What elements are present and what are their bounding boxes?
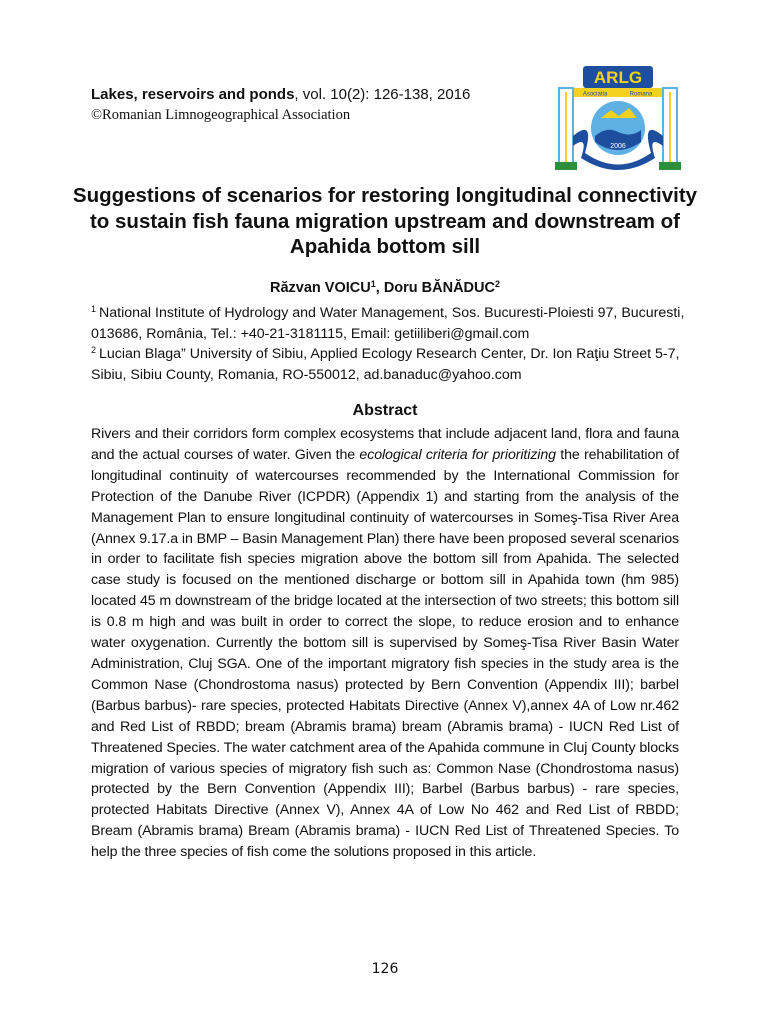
paper-title: Suggestions of scenarios for restoring longitudinal connectivity to sustain fish fauna migration upstream and downstream of Apahida bottom sill xyxy=(72,184,698,258)
abstract-italic-phrase: ecological criteria for prioritizing xyxy=(359,446,556,463)
affiliation-2-text: Lucian Blaga” University of Sibiu, Applied Ecology Research Center, Dr. Ion Raţiu Street 5-7, Sibiu, Sibiu County, Romania, RO-550012, ad.banaduc@yahoo.com xyxy=(91,346,680,383)
journal-citation xyxy=(91,85,470,104)
affiliation-2-number: 2 xyxy=(91,345,97,355)
logo-year: 2006 xyxy=(610,143,626,150)
author-2: Doru BĂNĂDUC xyxy=(383,280,495,296)
logo-title: ARLG xyxy=(593,68,643,87)
affiliation-1 xyxy=(91,299,691,344)
authors-separator: , xyxy=(375,280,384,296)
abstract-heading: Abstract xyxy=(352,402,418,419)
journal-name: Lakes, reservoirs and ponds xyxy=(91,86,295,103)
author-2-affiliation-mark: 2 xyxy=(494,279,500,289)
logo-left-word: Asociatia xyxy=(582,91,608,98)
author-1-affiliation-mark: 1 xyxy=(370,279,376,289)
logo-right-word: Romana xyxy=(629,91,653,98)
arlg-logo xyxy=(545,58,690,176)
abstract-body xyxy=(91,424,679,863)
journal-volume: , vol. 10(2): 126-138, 2016 xyxy=(294,86,471,103)
affiliation-2 xyxy=(91,340,691,385)
authors-line xyxy=(70,275,700,297)
abstract-text-part-1: Rivers and their corridors form complex ecosystems that include adjacent land, flora and fauna and the actual courses of water. Given the xyxy=(91,426,679,463)
abstract-text-part-2: the rehabilitation of longitudinal continuity of watercourses recommended by the International Commission for Protection of the Danube River (ICPDR) (Appendix 1) and starting from the analysis of the Management Plan to ensure longitudinal continuity of watercourses in Someş-Tisa River Area (Annex 9.17.a in BMP – Basin Management Plan) there have been proposed several scenarios in order to facilitate fish species migration above the bottom sill from Apahida. The selected case study is focused on the mentioned discharge or bottom sill in Apahida town (hm 985) located 45 m downstream of the bridge located at the intersection of two streets; this bottom sill is 0.8 m high and was built in order to correct the slope, to reduce erosion and to enhance water oxygenation. Currently the bottom sill is supervised by Someş-Tisa River Basin Water Administration, Cluj SGA. One of the important migratory fish species in the study area is the Common Nase (Chondrostoma nasus) protected by Bern Convention (Appendix III); barbel (Barbus barbus)- rare species, protected Habitats Directive (Annex V),annex 4A of Low nr.462 and Red List of RBDD; bream (Abramis brama) bream (Abramis brama) - IUCN Red List of Threatened Species. The water catchment area of the Apahida commune in Cluj County blocks migration of various species of migratory fish such as: Common Nase (Chondrostoma nasus) protected by the Bern Convention (Appendix III); Barbel (Barbus barbus) - rare species, protected Habitats Directive (Annex V), Annex 4A of Low No 462 and Red List of RBDD; Bream (Abramis brama) Bream (Abramis brama) - IUCN Red List of Threatened Species. To help the three species of fish come the solutions proposed in this article. xyxy=(91,446,679,861)
page-number: 126 xyxy=(371,961,399,977)
association-copyright: ©Romanian Limnogeographical Association xyxy=(91,107,351,123)
affiliation-1-text: National Institute of Hydrology and Water Management, Sos. Bucuresti-Ploiesti 97, Bucuresti, 013686, România, Tel.: +40-21-3181115, Email: getiiliberi@gmail.com xyxy=(91,305,685,342)
affiliation-1-number: 1 xyxy=(91,304,97,314)
author-1: Răzvan VOICU xyxy=(270,280,371,296)
